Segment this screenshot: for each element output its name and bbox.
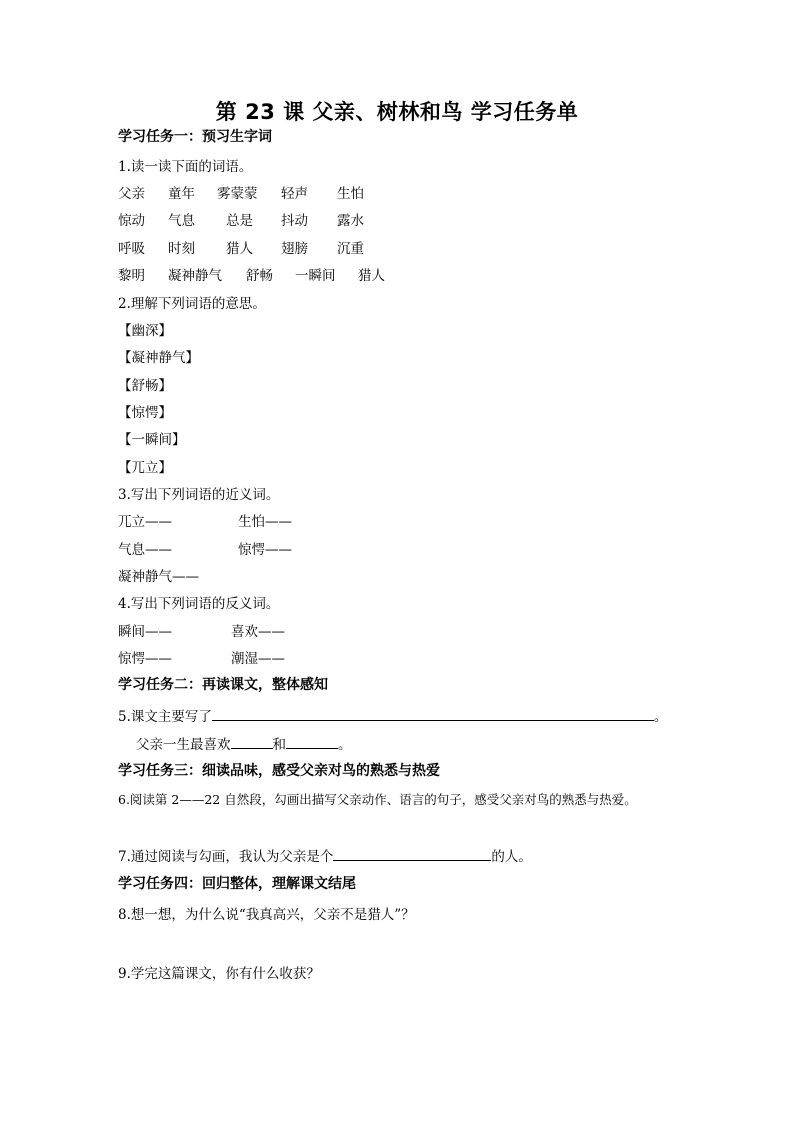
answer-blank[interactable]: [286, 736, 338, 749]
vocab-word: 生怕: [337, 186, 364, 202]
question-4: 4.写出下列词语的反义词。: [118, 596, 280, 612]
answer-blank[interactable]: [212, 708, 654, 721]
vocab-word: 猎人: [226, 241, 253, 257]
vocab-word: 父亲: [118, 186, 145, 202]
question-1: 1.读一读下面的词语。: [118, 159, 253, 175]
question-5-prefix: 5.课文主要写了: [118, 709, 212, 725]
question-5: [118, 705, 667, 725]
question-5-suffix: 。: [653, 709, 668, 725]
definition-item: 【惊愕】: [118, 405, 172, 421]
answer-blank[interactable]: [333, 848, 491, 861]
vocab-word: 露水: [337, 213, 364, 229]
question-7-prefix: 7.通过阅读与勾画，我认为父亲是个: [118, 849, 334, 865]
vocab-word: 气息: [168, 213, 195, 229]
vocab-word: 翅膀: [281, 241, 308, 257]
question-2: 2.理解下列词语的意思。: [118, 296, 266, 312]
question-6: 6.阅读第 2——22 自然段，勾画出描写父亲动作、语言的句子，感受父亲对鸟的熟悉与热爱。: [118, 792, 637, 807]
question-5b-mid: 和: [272, 737, 286, 753]
antonym-item: 瞬间——: [118, 624, 172, 640]
task3-heading: 学习任务三：细读品味，感受父亲对鸟的熟悉与热爱: [118, 763, 440, 779]
synonym-item: 生怕——: [238, 514, 292, 530]
task4-heading: 学习任务四：回归整体，理解课文结尾: [118, 876, 356, 892]
vocab-word: 猎人: [358, 268, 385, 284]
synonym-item: 兀立——: [118, 514, 172, 530]
question-5b-prefix: 父亲一生最喜欢: [136, 737, 231, 753]
definition-item: 【凝神静气】: [118, 350, 199, 366]
question-5b-suffix: 。: [338, 737, 352, 753]
antonym-item: 惊愕——: [118, 651, 172, 667]
vocab-word: 沉重: [337, 241, 364, 257]
question-9: 9.学完这篇课文，你有什么收获？: [118, 966, 320, 982]
definition-item: 【幽深】: [118, 323, 172, 339]
definition-item: 【一瞬间】: [118, 432, 186, 448]
synonym-item: 气息——: [118, 542, 172, 558]
vocab-word: 童年: [168, 186, 195, 202]
task1-heading: 学习任务一：预习生字词: [118, 129, 272, 145]
vocab-word: 黎明: [118, 268, 145, 284]
vocab-word: 总是: [226, 213, 253, 229]
antonym-item: 喜欢——: [231, 624, 285, 640]
vocab-word: 时刻: [168, 241, 195, 257]
definition-item: 【舒畅】: [118, 378, 172, 394]
vocab-word: 一瞬间: [295, 268, 336, 284]
answer-blank[interactable]: [231, 736, 273, 749]
task2-heading: 学习任务二：再读课文，整体感知: [118, 677, 328, 693]
vocab-word: 雾蒙蒙: [217, 186, 258, 202]
vocab-word: 凝神静气: [168, 268, 222, 284]
question-5b: [136, 733, 352, 753]
definition-item: 【兀立】: [118, 460, 172, 476]
synonym-item: 凝神静气——: [118, 569, 199, 585]
synonym-item: 惊愕——: [238, 542, 292, 558]
vocab-word: 舒畅: [246, 268, 273, 284]
vocab-word: 轻声: [281, 186, 308, 202]
vocab-word: 呼吸: [118, 241, 145, 257]
question-7: [118, 845, 532, 865]
question-7-suffix: 的人。: [491, 849, 532, 865]
page-title: 第 23 课 父亲、树林和鸟 学习任务单: [215, 100, 579, 124]
question-8: 8.想一想，为什么说“我真高兴，父亲不是猎人”？: [118, 907, 415, 923]
antonym-item: 潮湿——: [231, 651, 285, 667]
vocab-word: 抖动: [281, 213, 308, 229]
question-3: 3.写出下列词语的近义词。: [118, 487, 280, 503]
vocab-word: 惊动: [118, 213, 145, 229]
